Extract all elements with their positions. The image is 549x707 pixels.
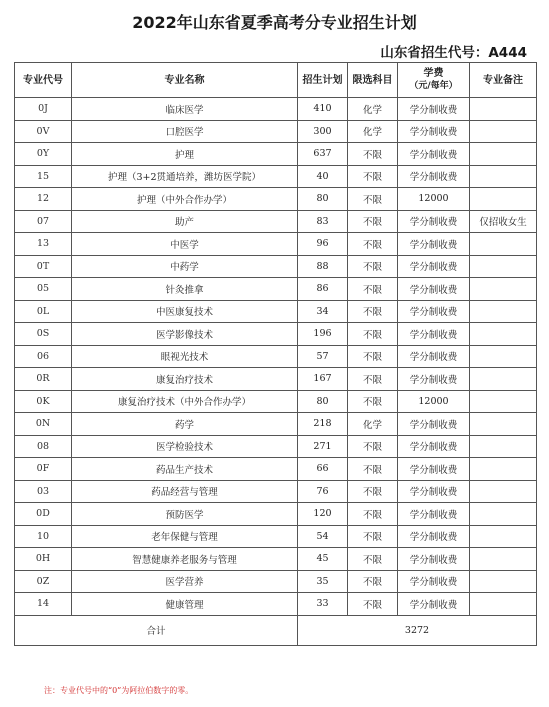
table-row [15,570,537,593]
cell-name: 医学影像技术 [72,323,298,346]
enrollment-table [14,62,537,646]
cell-name: 药品生产技术 [72,458,298,481]
cell-plan: 76 [298,480,348,503]
cell-plan: 57 [298,345,348,368]
header-fee-unit: （元/每年） [409,81,458,91]
cell-name: 中医学 [72,233,298,256]
cell-name: 健康管理 [72,593,298,616]
cell-fee: 学分制收费 [398,120,470,143]
table-row [15,188,537,211]
cell-code: 0S [15,323,72,346]
cell-fee: 学分制收费 [398,210,470,233]
cell-subject: 不限 [348,525,398,548]
cell-subject: 不限 [348,593,398,616]
cell-fee: 学分制收费 [398,593,470,616]
cell-subject: 不限 [348,233,398,256]
cell-plan: 80 [298,390,348,413]
cell-name: 口腔医学 [72,120,298,143]
cell-note [470,503,537,526]
cell-name: 中医康复技术 [72,300,298,323]
cell-plan: 167 [298,368,348,391]
cell-plan: 410 [298,98,348,121]
cell-subject: 不限 [348,368,398,391]
table-row [15,143,537,166]
page-title: 2022年山东省夏季高考分专业招生计划 [132,13,417,32]
cell-code: 14 [15,593,72,616]
cell-plan: 34 [298,300,348,323]
cell-code: 05 [15,278,72,301]
cell-note [470,390,537,413]
cell-note [470,570,537,593]
table-row [15,525,537,548]
cell-plan: 271 [298,435,348,458]
table-row [15,368,537,391]
table-row [15,435,537,458]
total-row [15,615,537,645]
cell-note: 仅招收女生 [470,210,537,233]
cell-name: 助产 [72,210,298,233]
header-subject: 限选科目 [348,63,398,98]
cell-name: 临床医学 [72,98,298,121]
cell-fee: 12000 [398,188,470,211]
cell-fee: 学分制收费 [398,435,470,458]
cell-name: 药学 [72,413,298,436]
cell-fee: 学分制收费 [398,413,470,436]
cell-name: 眼视光技术 [72,345,298,368]
table-row [15,278,537,301]
cell-note [470,593,537,616]
cell-subject: 不限 [348,345,398,368]
cell-subject: 不限 [348,548,398,571]
header-code: 专业代号 [15,63,72,98]
cell-name: 老年保健与管理 [72,525,298,548]
header-fee-label: 学费 [423,68,444,79]
cell-fee: 学分制收费 [398,300,470,323]
cell-name: 针灸推拿 [72,278,298,301]
cell-plan: 120 [298,503,348,526]
cell-subject: 不限 [348,188,398,211]
cell-fee: 学分制收费 [398,503,470,526]
cell-plan: 83 [298,210,348,233]
table-row [15,120,537,143]
cell-code: 0Z [15,570,72,593]
cell-code: 07 [15,210,72,233]
cell-subject: 不限 [348,390,398,413]
header-name: 专业名称 [72,63,298,98]
cell-plan: 88 [298,255,348,278]
cell-plan: 35 [298,570,348,593]
cell-plan: 40 [298,165,348,188]
cell-fee: 学分制收费 [398,570,470,593]
cell-note [470,480,537,503]
cell-subject: 不限 [348,323,398,346]
cell-code: 08 [15,435,72,458]
header-fee [398,63,470,98]
cell-subject: 不限 [348,435,398,458]
cell-fee: 学分制收费 [398,480,470,503]
cell-fee: 学分制收费 [398,525,470,548]
table-row [15,458,537,481]
table-row [15,593,537,616]
cell-name: 药品经营与管理 [72,480,298,503]
cell-subject: 不限 [348,255,398,278]
cell-fee: 学分制收费 [398,98,470,121]
cell-fee: 12000 [398,390,470,413]
cell-fee: 学分制收费 [398,278,470,301]
cell-subject: 化学 [348,98,398,121]
cell-code: 0H [15,548,72,571]
cell-plan: 637 [298,143,348,166]
cell-code: 0N [15,413,72,436]
table-row [15,98,537,121]
table-row [15,210,537,233]
cell-name: 护理（中外合作办学） [72,188,298,211]
cell-code: 0J [15,98,72,121]
cell-name: 医学检验技术 [72,435,298,458]
cell-subject: 不限 [348,143,398,166]
cell-subject: 化学 [348,120,398,143]
cell-name: 医学营养 [72,570,298,593]
cell-fee: 学分制收费 [398,548,470,571]
cell-code: 0R [15,368,72,391]
cell-name: 康复治疗技术（中外合作办学） [72,390,298,413]
table-row [15,548,537,571]
table-body [15,98,537,616]
cell-fee: 学分制收费 [398,255,470,278]
cell-code: 06 [15,345,72,368]
cell-name: 中药学 [72,255,298,278]
cell-note [470,435,537,458]
cell-subject: 不限 [348,480,398,503]
footnote: 注：专业代号中的“0”为阿拉伯数字的零。 [44,686,194,695]
cell-fee: 学分制收费 [398,165,470,188]
cell-plan: 66 [298,458,348,481]
table-row [15,233,537,256]
cell-note [470,548,537,571]
cell-note [470,188,537,211]
cell-name: 护理 [72,143,298,166]
cell-note [470,143,537,166]
cell-note [470,165,537,188]
cell-code: 12 [15,188,72,211]
header-plan: 招生计划 [298,63,348,98]
cell-code: 0K [15,390,72,413]
cell-fee: 学分制收费 [398,233,470,256]
cell-subject: 不限 [348,165,398,188]
total-label: 合计 [15,615,298,645]
cell-note [470,120,537,143]
cell-note [470,98,537,121]
cell-note [470,255,537,278]
cell-subject: 不限 [348,458,398,481]
cell-subject: 不限 [348,503,398,526]
cell-subject: 化学 [348,413,398,436]
cell-code: 0L [15,300,72,323]
cell-plan: 33 [298,593,348,616]
table-row [15,390,537,413]
province-code: 山东省招生代号：A444 [380,45,527,61]
cell-code: 03 [15,480,72,503]
cell-code: 0T [15,255,72,278]
cell-subject: 不限 [348,570,398,593]
cell-note [470,458,537,481]
cell-subject: 不限 [348,278,398,301]
table-row [15,300,537,323]
cell-plan: 80 [298,188,348,211]
cell-plan: 196 [298,323,348,346]
table-row [15,165,537,188]
cell-plan: 218 [298,413,348,436]
table-row [15,413,537,436]
cell-note [470,413,537,436]
cell-code: 0D [15,503,72,526]
table-row [15,323,537,346]
cell-plan: 300 [298,120,348,143]
cell-note [470,525,537,548]
cell-plan: 45 [298,548,348,571]
table-row [15,503,537,526]
cell-note [470,368,537,391]
cell-fee: 学分制收费 [398,323,470,346]
cell-plan: 54 [298,525,348,548]
cell-fee: 学分制收费 [398,345,470,368]
cell-name: 护理（3+2贯通培养，潍坊医学院） [72,165,298,188]
table-row [15,255,537,278]
cell-fee: 学分制收费 [398,143,470,166]
cell-code: 13 [15,233,72,256]
cell-code: 10 [15,525,72,548]
cell-note [470,278,537,301]
cell-fee: 学分制收费 [398,368,470,391]
cell-note [470,345,537,368]
cell-code: 0Y [15,143,72,166]
cell-name: 康复治疗技术 [72,368,298,391]
header-note: 专业备注 [470,63,537,98]
cell-subject: 不限 [348,300,398,323]
cell-plan: 96 [298,233,348,256]
cell-fee: 学分制收费 [398,458,470,481]
table-row [15,345,537,368]
cell-code: 0F [15,458,72,481]
cell-subject: 不限 [348,210,398,233]
cell-code: 0V [15,120,72,143]
cell-name: 预防医学 [72,503,298,526]
table-header-row [15,63,537,98]
total-value: 3272 [298,615,537,645]
table-row [15,480,537,503]
cell-note [470,300,537,323]
cell-name: 智慧健康养老服务与管理 [72,548,298,571]
cell-plan: 86 [298,278,348,301]
cell-note [470,323,537,346]
cell-code: 15 [15,165,72,188]
cell-note [470,233,537,256]
